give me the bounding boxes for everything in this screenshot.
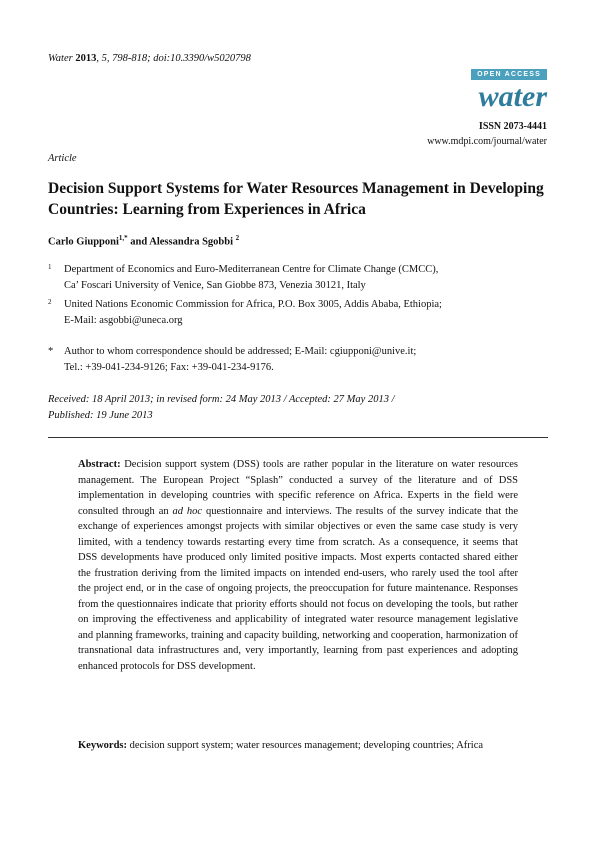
affiliation-email[interactable]: E-Mail: asgobbi@uneca.org xyxy=(64,314,183,326)
affiliation-line: Department of Economics and Euro-Mediterranean Centre for Climate Change (CMCC), xyxy=(64,264,439,275)
affiliation-2 xyxy=(48,297,548,328)
author-list xyxy=(48,234,239,248)
citation-line: Water 2013, 5, 798-818; doi:10.3390/w5020798 xyxy=(48,53,251,64)
abstract-label: Abstract: xyxy=(78,459,121,470)
article-title: Decision Support Systems for Water Resources Management in Developing Countries: Learning from Experiences in Africa xyxy=(48,180,544,218)
author-2: Alessandra Sgobbi xyxy=(149,236,233,248)
author-2-affiliation: 2 xyxy=(235,234,240,242)
abstract-text: questionnaire and interviews. The results of the survey indicate that the exchange of experiences amongst projects with similar objectives or even the same case study is very limited, with a tendency towards restarting every time from scratch. As a consequence, it seems that DSS developments have produced only limited positive impacts. Most experts contacted shared either the frustration deriving from the limited impacts on intended end-users, who rarely used the tool after the project end, or in the case of ongoing projects, the preoccupation for future maintenance. Responses from the questionnaires indicate that priority efforts should not focus on developing the tools, but rather on improving the effectiveness and applicability of integrated water resource management legislative and planning frameworks, training and capacity building, networking and cooperation, harmonization of transnational data infrastructures and, very importantly, learning from past experiences and adopting enhanced protocols for DSS development. xyxy=(78,505,518,672)
author-1-affiliation: 1, xyxy=(118,234,125,242)
publication-dates xyxy=(48,392,395,423)
affiliation-1 xyxy=(48,262,548,293)
affiliation-line: United Nations Economic Commission for Africa, P.O. Box 3005, Addis Ababa, Ethiopia; xyxy=(64,299,442,310)
keywords-text: decision support system; water resources management; developing countries; Africa xyxy=(127,740,484,751)
correspondence-line: Author to whom correspondence should be addressed; E-Mail: cgiupponi@unive.it; xyxy=(64,346,417,357)
journal-logo: water xyxy=(478,80,547,113)
author-1-corresponding-mark: * xyxy=(124,234,128,242)
pages-doi: , 798-818; doi:10.3390/w5020798 xyxy=(106,53,251,64)
volume: 5 xyxy=(101,53,107,64)
dates-line: Published: 19 June 2013 xyxy=(48,409,153,421)
open-access-badge: OPEN ACCESS xyxy=(471,69,547,80)
author-conjunction: and xyxy=(127,236,150,248)
abstract-text: Decision support system (DSS) tools are rather popular in the literature on water resources management. The European Project “Splash” conducted a survey of the literature and of DSS implementation in developing countries with specific reference on Africa. Experts in the field were consulted through an xyxy=(78,459,518,517)
journal-url[interactable]: www.mdpi.com/journal/water xyxy=(427,136,547,147)
correspondence-line: Tel.: +39-041-234-9126; Fax: +39-041-234-9176. xyxy=(64,361,274,373)
abstract-italic: ad hoc xyxy=(172,505,203,517)
year: 2013 xyxy=(75,53,97,64)
correspondence-note xyxy=(48,344,548,375)
article-type: Article xyxy=(48,153,77,164)
abstract xyxy=(78,457,518,674)
section-divider xyxy=(48,437,548,438)
keywords xyxy=(78,738,518,754)
journal-name: Water xyxy=(48,53,73,64)
affiliation-number: 2 xyxy=(48,298,52,306)
keywords-label: Keywords: xyxy=(78,740,127,751)
affiliation-number: 1 xyxy=(48,263,52,271)
issn: ISSN 2073-4441 xyxy=(478,121,547,132)
affiliation-line: Ca’ Foscari University of Venice, San Giobbe 873, Venezia 30121, Italy xyxy=(64,279,366,291)
correspondence-mark: * xyxy=(48,346,54,357)
author-1: Carlo Giupponi xyxy=(48,236,119,248)
dates-line: Received: 18 April 2013; in revised form: 24 May 2013 / Accepted: 27 May 2013 / xyxy=(48,394,395,405)
